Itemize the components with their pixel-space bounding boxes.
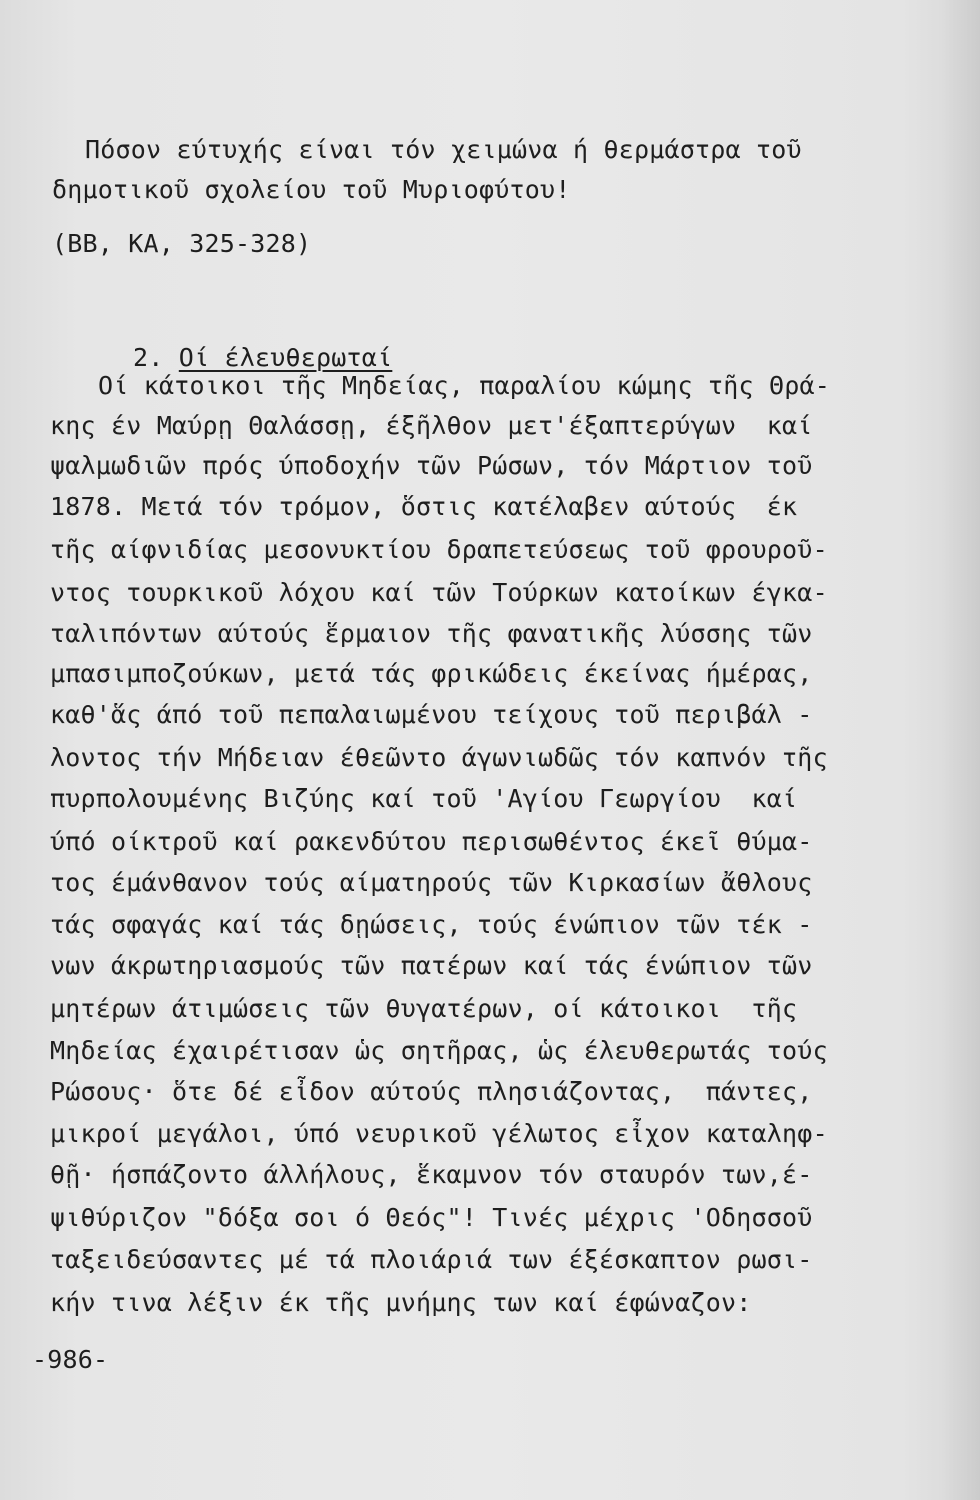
body-line: τος έμάνθανον τούς αίματηρούς τῶν Κιρκασίων ἄθλους (50, 868, 813, 897)
body-line: μητέρων άτιμώσεις τῶν θυγατέρων, οί κάτοικοι τῆς (50, 994, 798, 1023)
page-number: -986- (32, 1345, 109, 1374)
body-line: ψαλμωδιῶν πρός ύποδοχήν τῶν Ρώσων, τόν Μάρτιον τοῦ (50, 451, 813, 480)
body-line: κήν τινα λέξιν έκ τῆς μνήμης των καί έφώναζον: (50, 1288, 752, 1317)
body-line: Οί κάτοικοι τῆς Μηδείας, παραλίου κώμης τῆς Θρά- (98, 371, 831, 400)
body-line: νων άκρωτηριασμούς τῶν πατέρων καί τάς ένώπιον τῶν (50, 951, 813, 980)
section-title: Οί έλευθερωταί (178, 343, 393, 372)
body-line: καθ'ἅς άπό τοῦ πεπαλαιωμένου τείχους τοῦ περιβάλ - (50, 700, 813, 729)
body-line: μικροί μεγάλοι, ύπό νευρικοῦ γέλωτος εἶχον καταληφ- (50, 1119, 828, 1148)
body-line: ταξειδεύσαντες μέ τά πλοιάριά των έξέσκαπτον ρωσι- (50, 1245, 813, 1274)
body-line: Ρώσους· ὅτε δέ εἶδον αύτούς πλησιάζοντας, πάντες, (50, 1077, 813, 1106)
body-line: ψιθύριζον "δόξα σοι ό Θεός"! Τινές μέχρις 'Οδησσοῦ (50, 1203, 813, 1232)
page-edge-shadow (940, 0, 980, 1500)
body-line: θῇ· ήσπάζοντο άλλήλους, ἕκαμνον τόν σταυρόν των,έ- (50, 1160, 813, 1189)
body-line: τῆς αίφνιδίας μεσονυκτίου δραπετεύσεως τοῦ φρουροῦ- (50, 535, 828, 564)
body-line: τάς σφαγάς καί τάς δῃώσεις, τούς ένώπιον τῶν τέκ - (50, 910, 813, 939)
intro-line: Πόσον εύτυχής είναι τόν χειμώνα ή θερμάστρα τοῦ (85, 135, 802, 164)
body-line: μπασιμποζούκων, μετά τάς φρικώδεις έκείνας ήμέρας, (50, 659, 813, 688)
body-line: ταλιπόντων αύτούς ἕρμαιον τῆς φανατικῆς λύσσης τῶν (50, 619, 813, 648)
body-line: Μηδείας έχαιρέτισαν ὡς σητῆρας, ὡς έλευθερωτάς τούς (50, 1036, 828, 1065)
body-line: ντος τουρκικοῦ λόχου καί τῶν Τούρκων κατοίκων έγκα- (50, 578, 828, 607)
body-line: 1878. Μετά τόν τρόμον, ὅστις κατέλαβεν αύτούς έκ (50, 492, 798, 521)
intro-line: δημοτικοῦ σχολείου τοῦ Μυριοφύτου! (52, 175, 571, 204)
body-line: λοντος τήν Μήδειαν έθεῶντο άγωνιωδῶς τόν καπνόν τῆς (50, 743, 828, 772)
citation: (ΒΒ, ΚΑ, 325-328) (52, 229, 312, 258)
body-line: κης έν Μαύρῃ Θαλάσσῃ, έξῆλθον μετ'έξαπτερύγων καί (50, 411, 813, 440)
body-line: ύπό οίκτροῦ καί ρακενδύτου περισωθέντος έκεῖ θύμα- (50, 827, 813, 856)
body-line: πυρπολουμένης Βιζύης καί τοῦ 'Αγίου Γεωργίου καί (50, 784, 798, 813)
section-number: 2. (133, 343, 164, 372)
